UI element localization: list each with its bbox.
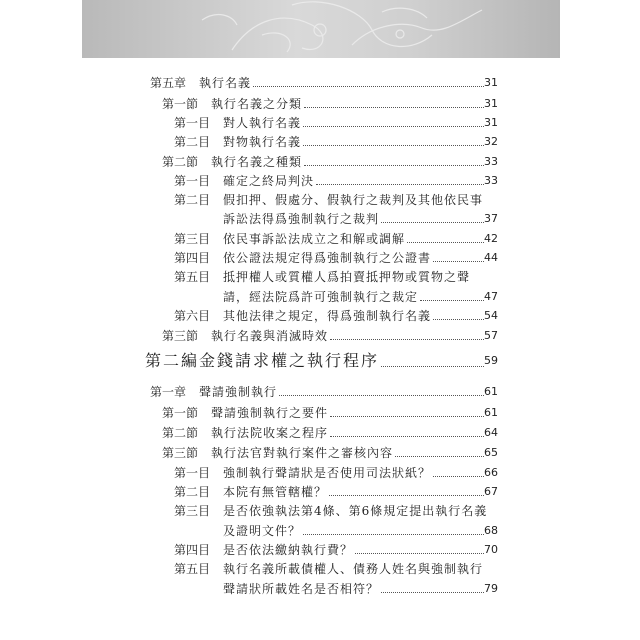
toc-page-number: 33 <box>484 155 498 168</box>
toc-entry-number: 第一章 <box>150 385 187 399</box>
toc-entry-title: 對物執行名義 <box>223 135 302 149</box>
toc-entry-number: 第五目 <box>174 270 211 284</box>
toc-entry-number: 第二目 <box>174 485 211 499</box>
toc-entry-title: 執行名義 <box>199 76 252 90</box>
toc-entry-number: 第四目 <box>174 543 211 557</box>
toc-entry-title: 訴訟法得爲強制執行之裁判 <box>223 212 380 226</box>
toc-page-number: 44 <box>484 251 498 264</box>
toc-entry-title: 其他法律之規定，得爲強制執行名義 <box>223 309 432 323</box>
toc-entry-number: 第二節 <box>162 155 199 169</box>
toc-page-number: 31 <box>484 116 498 129</box>
toc-entry-title: 及證明文件？ <box>223 524 302 538</box>
toc-page-number: 57 <box>484 329 498 342</box>
toc-entry-title: 本院有無管轄權？ <box>223 485 328 499</box>
toc-entry-title: 確定之終局判決 <box>223 174 315 188</box>
toc-entry-number: 第四目 <box>174 251 211 265</box>
toc-page-number: 31 <box>484 97 498 110</box>
toc-page-number: 47 <box>484 290 498 303</box>
toc-entry-number: 第三目 <box>174 504 211 518</box>
toc-page-number: 65 <box>484 446 498 459</box>
toc-entry-number: 第二編 <box>145 351 200 370</box>
toc-entry-title: 執行名義之種類 <box>211 155 303 169</box>
toc-entry-number: 第一目 <box>174 174 211 188</box>
toc-entry-title: 金錢請求權之執行程序 <box>199 351 380 370</box>
toc-entry-title: 聲請強制執行 <box>199 385 278 399</box>
toc-entry-title: 強制執行聲請狀是否使用司法狀紙？ <box>223 466 432 480</box>
toc-entry-number: 第二節 <box>162 426 199 440</box>
toc-entry-title: 聲請狀所載姓名是否相符？ <box>223 582 380 596</box>
toc-entry-title: 執行名義之分類 <box>211 97 303 111</box>
toc-page-number: 33 <box>484 174 498 187</box>
toc-page-number: 54 <box>484 309 498 322</box>
toc-entry-title: 執行法官對執行案件之審核內容 <box>211 446 394 460</box>
toc-page-number: 42 <box>484 232 498 245</box>
toc-entry-title: 聲請強制執行之要件 <box>211 406 329 420</box>
toc-entry-number: 第二目 <box>174 193 211 207</box>
toc-entry-title: 執行名義所載債權人、債務人姓名與強制執行 <box>223 562 484 576</box>
toc-page-number: 32 <box>484 135 498 148</box>
toc-entry-title: 請，經法院爲許可強制執行之裁定 <box>223 290 419 304</box>
toc-entry-number: 第二目 <box>174 135 211 149</box>
toc-entry-title: 執行名義與消滅時效 <box>211 329 329 343</box>
toc-entry-title: 依民事訴訟法成立之和解或調解 <box>223 232 406 246</box>
toc-page-number: 37 <box>484 212 498 225</box>
toc-page-number: 67 <box>484 485 498 498</box>
toc-entry-number: 第一節 <box>162 97 199 111</box>
toc-entry-number: 第一目 <box>174 116 211 130</box>
toc-entry-number: 第五目 <box>174 562 211 576</box>
toc-page-number: 70 <box>484 543 498 556</box>
toc-entry-title: 是否依強執法第4條、第6條規定提出執行名義 <box>223 504 488 518</box>
toc-page-number: 31 <box>484 76 498 89</box>
toc-entry-number: 第一目 <box>174 466 211 480</box>
toc-page-number: 61 <box>484 406 498 419</box>
toc-page-number: 61 <box>484 385 498 398</box>
toc-entry-number: 第三目 <box>174 232 211 246</box>
toc-page-number: 79 <box>484 582 498 595</box>
toc-entry-title: 抵押權人或質權人爲拍賣抵押物或質物之聲 <box>223 270 471 284</box>
toc-entry-number: 第六目 <box>174 309 211 323</box>
toc-page-number: 68 <box>484 524 498 537</box>
toc-entry-number: 第三節 <box>162 329 199 343</box>
toc-page-number: 64 <box>484 426 498 439</box>
toc-page-number: 59 <box>484 354 498 367</box>
toc-entry-number: 第三節 <box>162 446 199 460</box>
toc-entry-number: 第一節 <box>162 406 199 420</box>
toc-entry-title: 對人執行名義 <box>223 116 302 130</box>
toc-entry-title: 依公證法規定得爲強制執行之公證書 <box>223 251 432 265</box>
toc-entry-number: 第五章 <box>150 76 187 90</box>
toc-entry-title: 假扣押、假處分、假執行之裁判及其他依民事 <box>223 193 484 207</box>
toc-page-number: 66 <box>484 466 498 479</box>
toc-entry-title: 是否依法繳納執行費？ <box>223 543 354 557</box>
toc-entry-title: 執行法院收案之程序 <box>211 426 329 440</box>
